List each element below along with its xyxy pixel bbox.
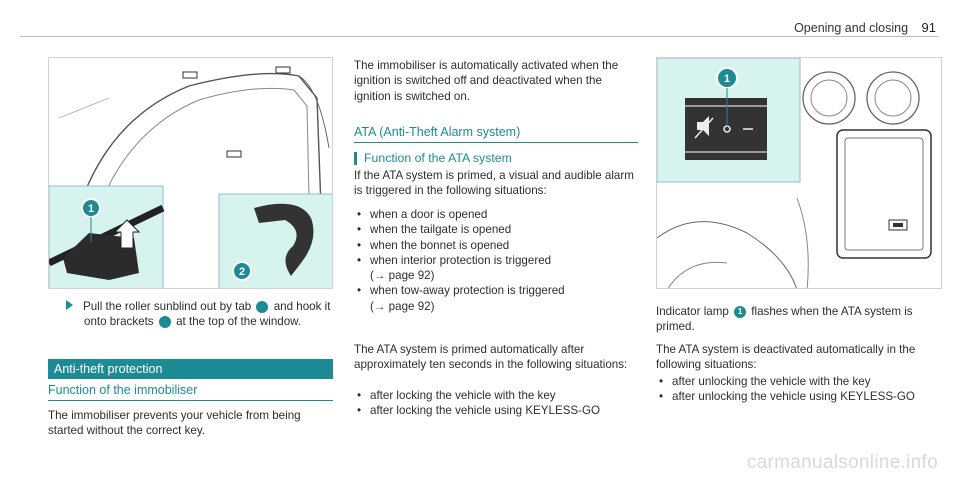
watermark: carmanualsonline.info: [746, 452, 938, 473]
indicator-caption: [656, 304, 942, 335]
deactivation-list: [656, 374, 942, 405]
caption-text-b: flashes when the ATA system is primed.: [656, 305, 913, 334]
callout-2: 2: [238, 266, 246, 278]
ata-function-heading: Function of the ATA system: [354, 151, 512, 165]
list-item-text: when interior protection is triggered: [370, 253, 552, 267]
immobiliser-heading: Function of the immobiliser: [48, 383, 333, 401]
sunblind-figure: [48, 57, 333, 289]
caption-text-a: Indicator lamp: [656, 305, 729, 318]
page-reference-link[interactable]: (→ page 92): [370, 299, 435, 313]
page-number: 91: [921, 20, 936, 35]
page-header: [794, 20, 936, 35]
badge-1: 1: [256, 301, 268, 313]
list-item: • after locking the vehicle with the key: [354, 388, 638, 403]
ata-priming-paragraph: The ATA system is primed automatically after approximately ten seconds in the following situations:: [354, 343, 628, 372]
alarm-trigger-list: [354, 207, 638, 314]
instruction-text-c: at the top of the window.: [176, 315, 302, 329]
callout-3: 1: [723, 73, 731, 85]
section-banner: Anti-theft protection: [48, 359, 333, 379]
header-divider: [20, 36, 938, 37]
ata-heading: ATA (Anti-Theft Alarm system): [354, 125, 638, 143]
section-title: Opening and closing: [794, 21, 909, 35]
list-item: • after locking the vehicle using KEYLESS-GO: [354, 403, 638, 418]
list-item: [354, 253, 638, 284]
list-item: [354, 283, 638, 314]
list-item: • after unlocking the vehicle with the key: [656, 374, 942, 389]
instruction-step: [66, 299, 338, 330]
indicator-lamp-figure: [656, 57, 942, 289]
instruction-text-b: and hook it onto brackets: [84, 300, 331, 329]
badge-2: 2: [159, 316, 171, 328]
list-item: • when the bonnet is opened: [354, 238, 638, 253]
badge-1: 1: [734, 306, 746, 318]
immobiliser-paragraph: The immobiliser prevents your vehicle from being started without the correct key.: [48, 409, 301, 438]
instruction-text-a: Pull the roller sunblind out by tab: [83, 300, 252, 313]
deactivation-paragraph: The ATA system is deactivated automatically in the following situations:: [656, 343, 916, 372]
priming-list: [354, 388, 638, 419]
immobiliser-activation-paragraph: The immobiliser is automatically activated when the ignition is switched off and deactivated when the ignition is switched on.: [354, 59, 619, 103]
list-item-text: when tow-away protection is triggered: [370, 284, 565, 298]
ata-intro-paragraph: If the ATA system is primed, a visual and audible alarm is triggered in the following situations:: [354, 169, 634, 198]
list-item: • when a door is opened: [354, 207, 638, 222]
list-item: • after unlocking the vehicle using KEYLESS-GO: [656, 389, 942, 404]
list-item: • when the tailgate is opened: [354, 222, 638, 237]
page-reference-link[interactable]: (→ page 92): [370, 269, 435, 283]
step-arrow-icon: [66, 300, 73, 310]
callout-1: 1: [87, 203, 95, 215]
